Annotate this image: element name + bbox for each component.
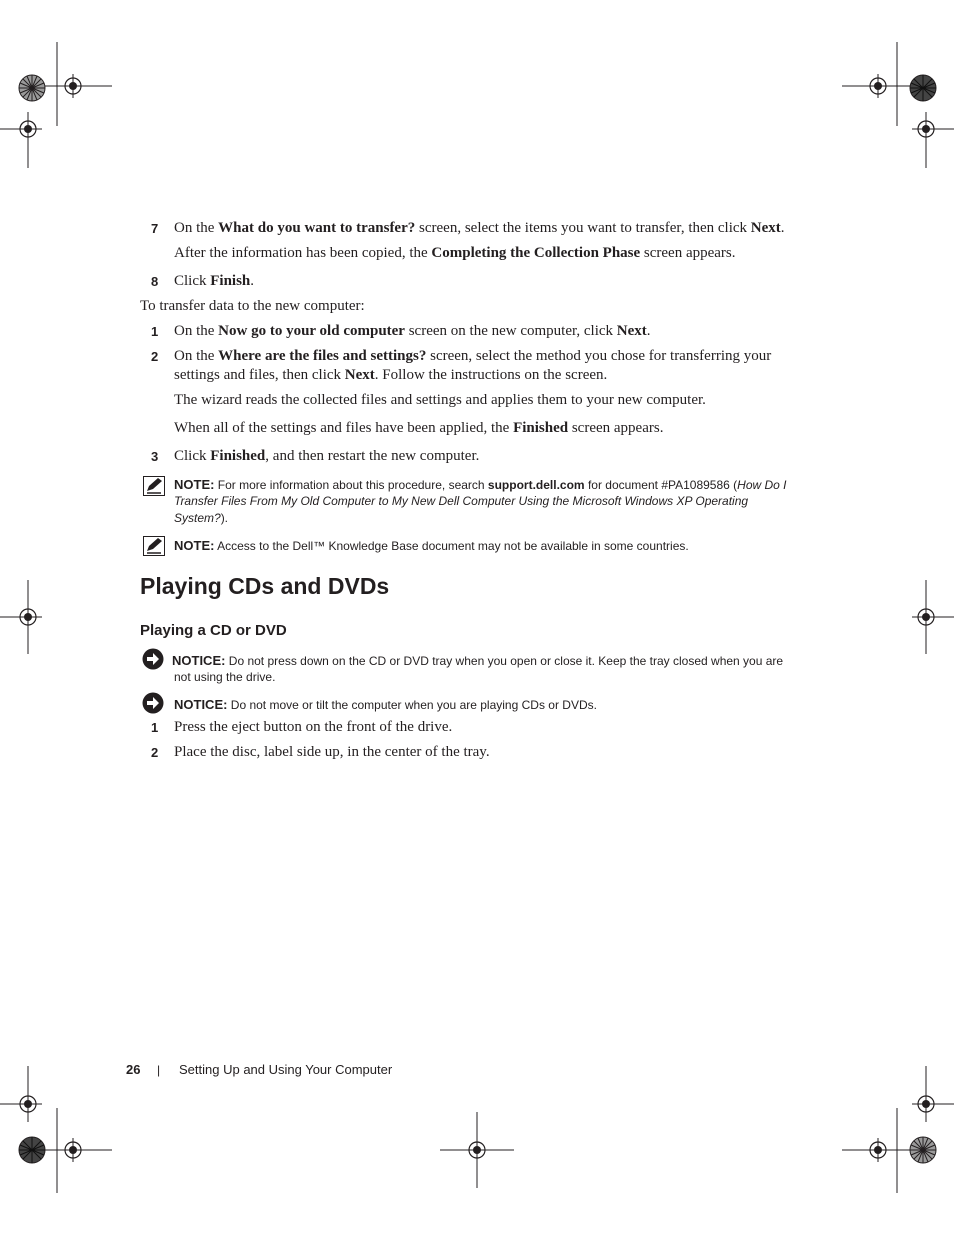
text-run: On the xyxy=(174,323,219,339)
text-run: for document #PA1089586 ( xyxy=(584,478,738,492)
step-number: 1 xyxy=(151,324,159,339)
step-text-continued xyxy=(174,366,607,385)
registration-mark-icon xyxy=(866,74,890,98)
text-run: . xyxy=(780,220,785,236)
note-paragraph-continued xyxy=(174,510,228,527)
text-run: screen appears. xyxy=(568,420,664,436)
registration-mark-icon xyxy=(16,117,40,141)
text-run: Do not move or tilt the computer when you are playing CDs or DVDs. xyxy=(227,698,597,712)
registration-mark-icon xyxy=(866,1138,890,1162)
text-run: screen on the new computer, click xyxy=(404,323,617,339)
text-run: For more information about this procedure, search xyxy=(214,478,488,492)
text-run: On the xyxy=(174,348,219,364)
text-run: . xyxy=(250,273,255,289)
step-text xyxy=(174,219,785,238)
ui-term: Next xyxy=(344,367,375,383)
step-number: 8 xyxy=(151,274,159,289)
step-number: 1 xyxy=(151,720,159,735)
arrow-notice-icon xyxy=(142,648,164,670)
text-run: When all of the settings and files have been applied, the xyxy=(174,420,514,436)
ui-term: Next xyxy=(750,220,781,236)
page-number: 26 xyxy=(126,1062,141,1077)
text-run: screen appears. xyxy=(640,245,736,261)
pencil-note-icon xyxy=(143,476,165,496)
notice-label: NOTICE: xyxy=(174,697,228,712)
starburst-target-icon xyxy=(909,74,937,102)
starburst-target-icon xyxy=(909,1136,937,1164)
ui-term: Next xyxy=(616,323,647,339)
registration-mark-icon xyxy=(914,1092,938,1116)
document-title: How Do I xyxy=(737,478,787,492)
text-run: screen, select the items you want to transfer, then click xyxy=(415,220,751,236)
note-label: NOTE: xyxy=(174,477,215,492)
note-paragraph xyxy=(174,476,787,494)
text-run: , and then restart the new computer. xyxy=(265,448,480,464)
subsection-heading: Playing a CD or DVD xyxy=(140,622,287,639)
ui-term: Completing the Collection Phase xyxy=(431,245,641,261)
ui-term: Where are the files and settings? xyxy=(218,348,427,364)
step-number: 2 xyxy=(151,349,159,364)
intro-paragraph: To transfer data to the new computer: xyxy=(140,298,365,314)
step-number: 2 xyxy=(151,745,159,760)
footer-separator: | xyxy=(157,1063,161,1077)
step-text xyxy=(174,322,651,341)
section-heading: Playing CDs and DVDs xyxy=(140,573,390,599)
text-run: Do not press down on the CD or DVD tray when you open or close it. Keep the tray closed when you are xyxy=(225,654,784,668)
registration-mark-icon xyxy=(914,605,938,629)
document-title: Transfer Files From My Old Computer to My New Dell Computer Using the Microsoft Windows XP Operating xyxy=(174,494,749,508)
text-run: After the information has been copied, the xyxy=(174,245,432,261)
registration-mark-icon xyxy=(914,117,938,141)
step-detail: The wizard reads the collected files and settings and applies them to your new computer. xyxy=(174,392,706,408)
registration-mark-icon xyxy=(465,1138,489,1162)
notice-paragraph-continued: not using the drive. xyxy=(174,670,276,684)
step-number: 3 xyxy=(151,449,159,464)
starburst-target-icon xyxy=(18,74,46,102)
step-text: Place the disc, label side up, in the center of the tray. xyxy=(174,744,490,760)
step-detail xyxy=(174,419,663,438)
ui-term: Finish xyxy=(210,273,251,289)
support-link[interactable]: support.dell.com xyxy=(487,478,585,492)
text-run: . xyxy=(646,323,651,339)
step-text: Press the eject button on the front of the drive. xyxy=(174,719,453,735)
step-number: 7 xyxy=(151,221,159,236)
footer-section-title: Setting Up and Using Your Computer xyxy=(179,1062,393,1077)
registration-mark-icon xyxy=(16,605,40,629)
registration-mark-icon xyxy=(61,1138,85,1162)
step-detail xyxy=(174,244,736,263)
text-run: screen, select the method you chose for transferring your xyxy=(426,348,772,364)
note-paragraph xyxy=(174,537,689,555)
text-run: Access to the Dell™ Knowledge Base document may not be available in some countries. xyxy=(214,539,689,553)
step-text xyxy=(174,347,771,366)
text-run: . Follow the instructions on the screen. xyxy=(374,367,608,383)
text-run: ). xyxy=(220,511,229,525)
step-text xyxy=(174,447,479,466)
note-label: NOTE: xyxy=(174,538,215,553)
ui-term: Finished xyxy=(210,448,266,464)
registration-mark-icon xyxy=(61,74,85,98)
text-run: Click xyxy=(174,448,211,464)
text-run: On the xyxy=(174,220,219,236)
notice-label: NOTICE: xyxy=(172,653,226,668)
ui-term: What do you want to transfer? xyxy=(218,220,416,236)
arrow-notice-icon xyxy=(142,692,164,714)
notice-paragraph xyxy=(174,696,597,714)
notice-paragraph xyxy=(172,652,783,670)
text-run: settings and files, then click xyxy=(174,367,345,383)
step-text xyxy=(174,272,254,291)
document-title: System? xyxy=(174,511,221,525)
text-run: Click xyxy=(174,273,211,289)
ui-term: Now go to your old computer xyxy=(218,323,405,339)
note-paragraph-continued xyxy=(174,493,748,510)
registration-mark-icon xyxy=(16,1092,40,1116)
ui-term: Finished xyxy=(513,420,569,436)
starburst-target-icon xyxy=(18,1136,46,1164)
pencil-note-icon xyxy=(143,536,165,556)
